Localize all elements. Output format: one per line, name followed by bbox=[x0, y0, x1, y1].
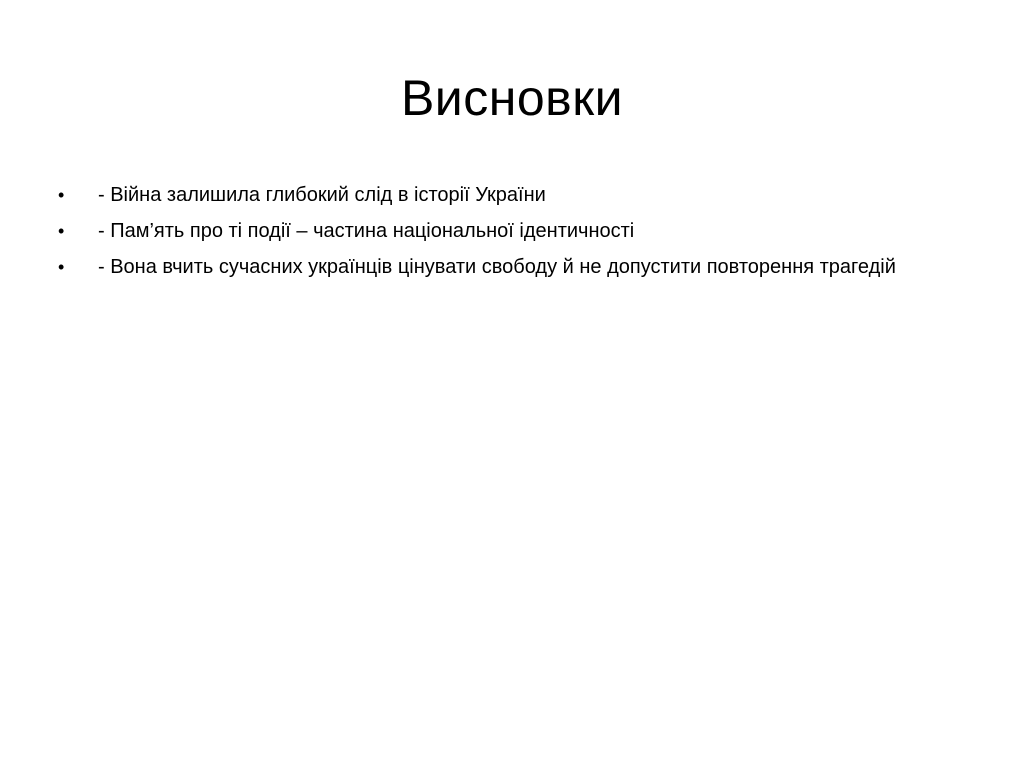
bullet-item bbox=[58, 218, 958, 244]
bullet-text: - Війна залишила глибокий слід в історії України bbox=[98, 184, 546, 206]
bullet-text: - Вона вчить сучасних українців цінувати свободу й не допустити повторення трагедій bbox=[98, 256, 896, 278]
bullet-item bbox=[58, 182, 958, 208]
slide-title: Висновки bbox=[400, 70, 624, 126]
bullet-dot-icon: • bbox=[58, 185, 65, 205]
bullet-text: - Пам’ять про ті події – частина національної ідентичності bbox=[98, 220, 635, 242]
bullet-item bbox=[58, 254, 958, 280]
bullet-dot-icon: • bbox=[58, 257, 65, 277]
bullet-dot-icon: • bbox=[58, 221, 65, 241]
bullet-list bbox=[58, 182, 958, 290]
